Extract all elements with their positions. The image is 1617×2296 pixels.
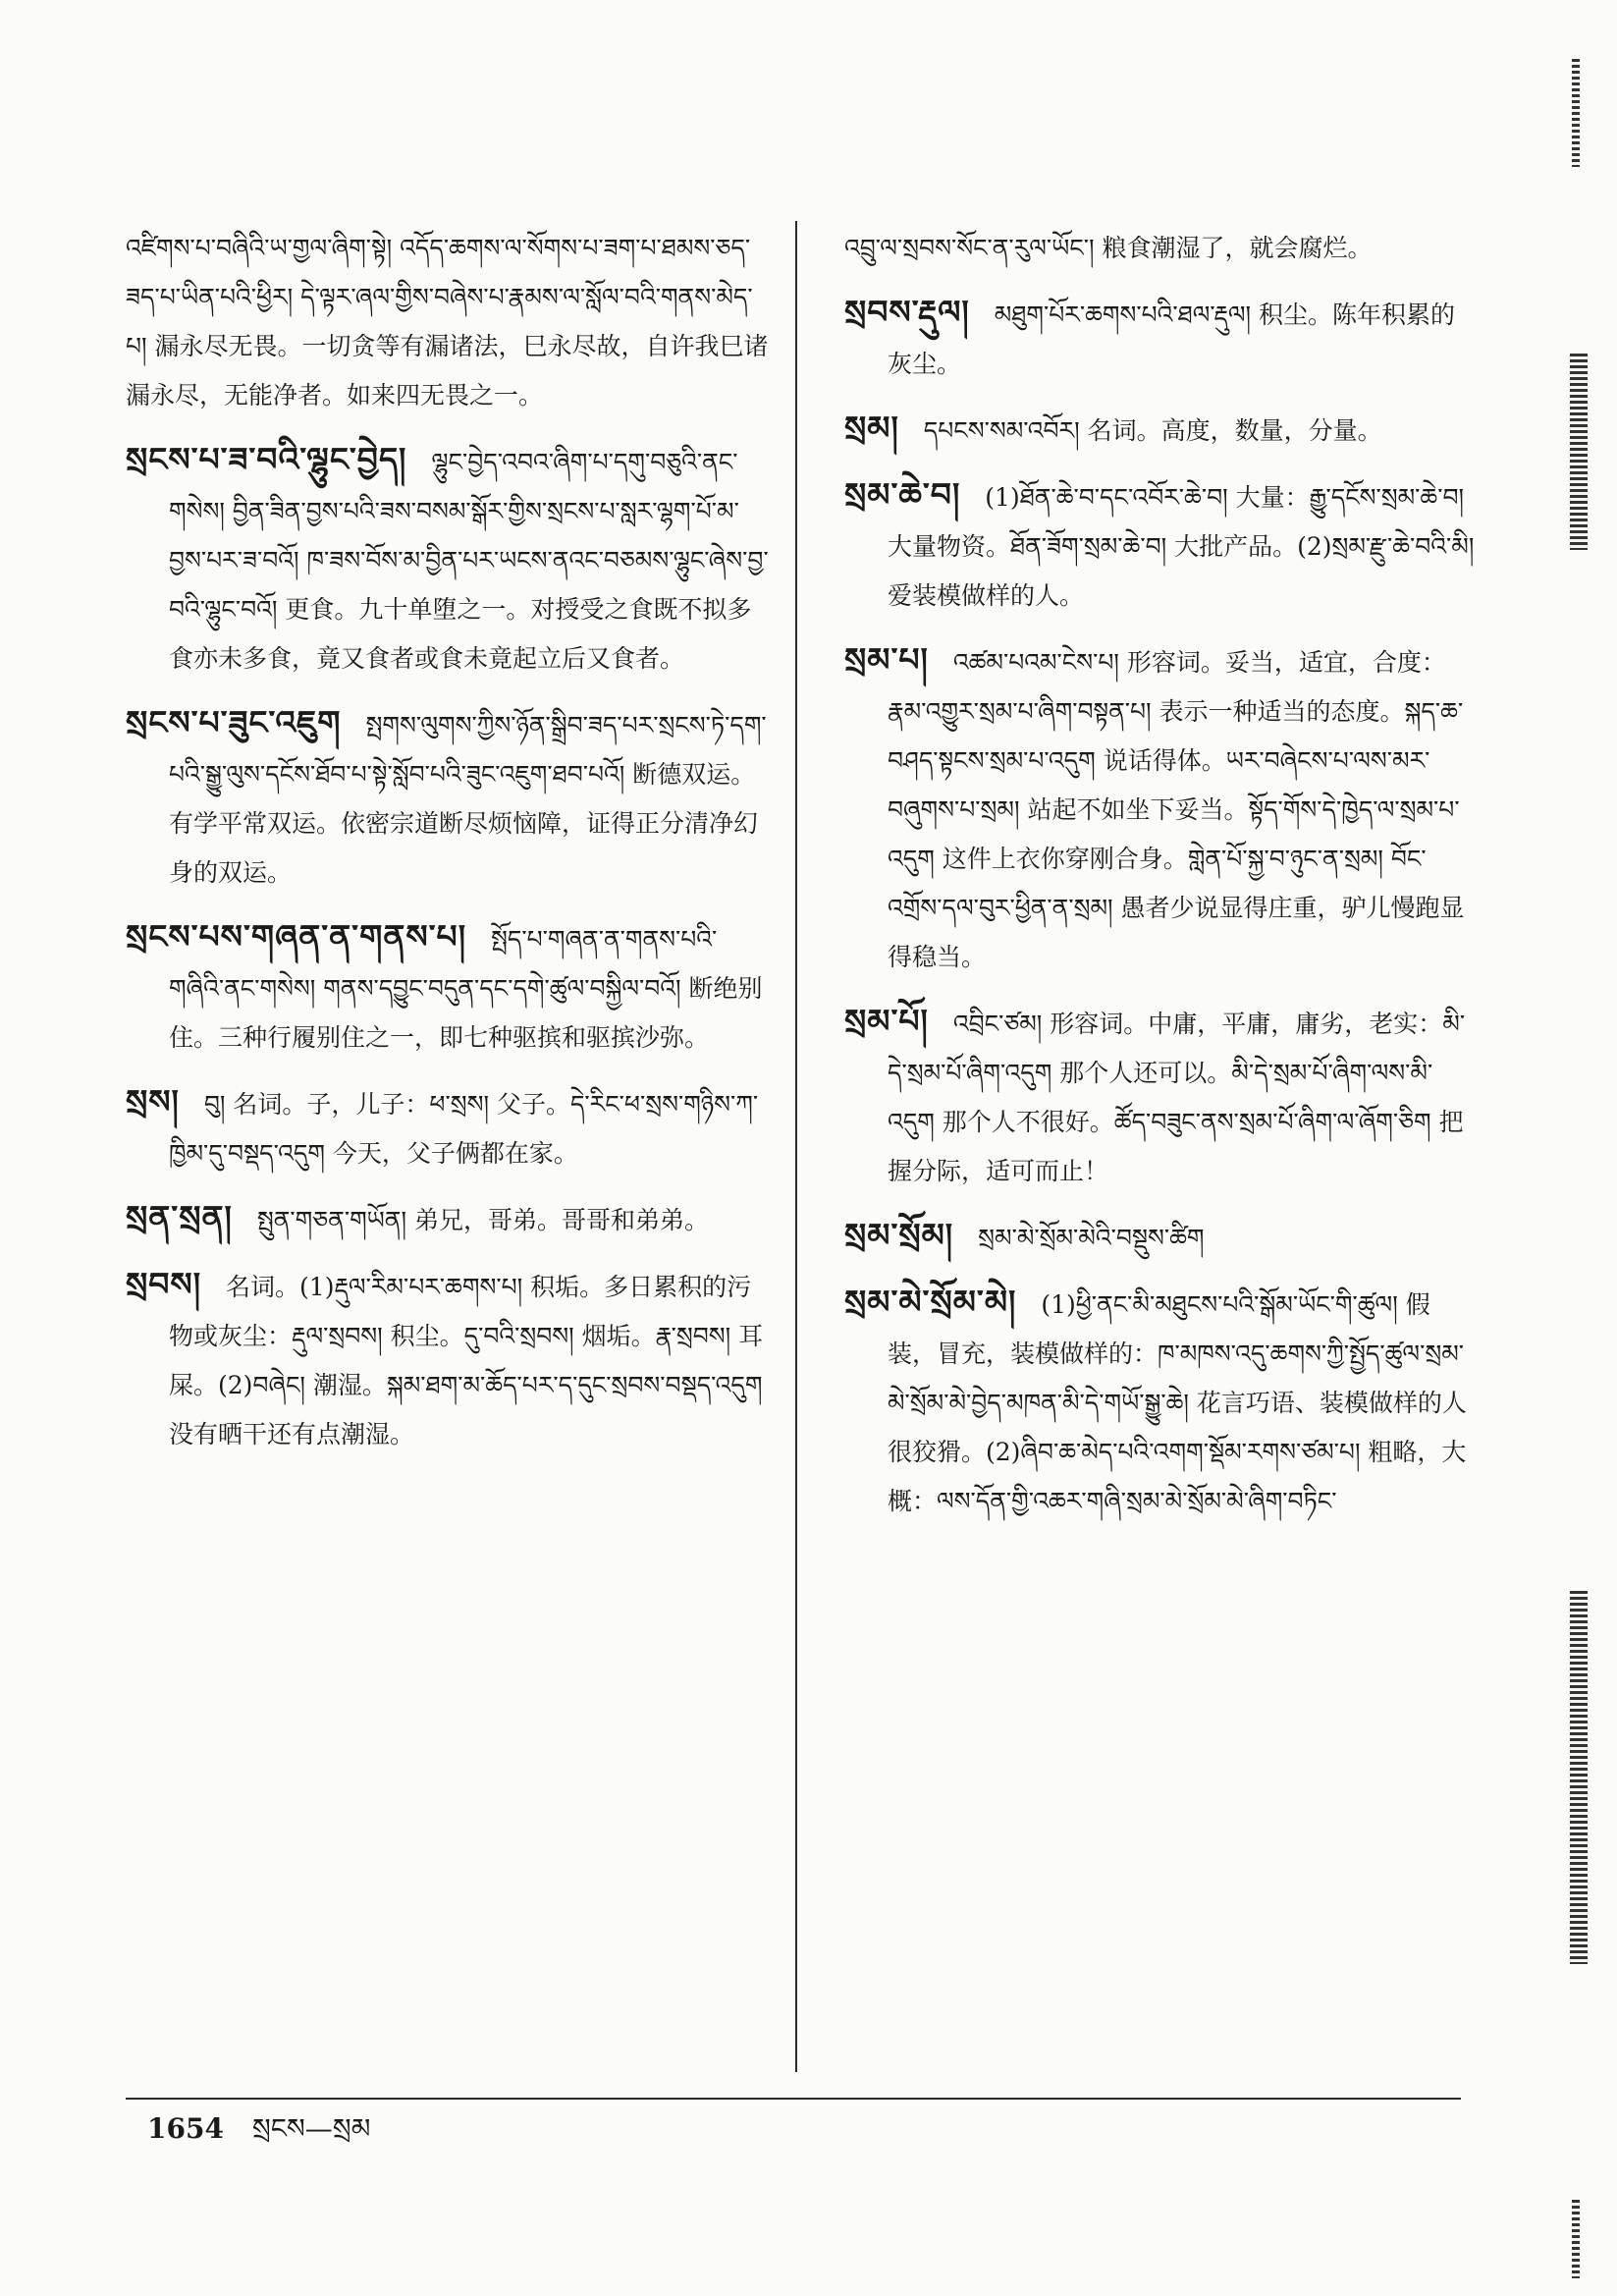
scan-margin-mark	[1570, 1591, 1588, 1964]
entry-definition: འབྲིང་ཙམ། 形容词。中庸，平庸，庸劣，老实：མི་དེ་སྲམ་པོ་ཞིག་འདུག 那个人还可以。མི་དེ་སྲམ་པོ་ཞིག་ལས་མི་འདུག 那个人不很好。ཚོད་བཟུང་ནས་སྲམ་པོ་ཞིག་ལ་ཞོག་ཅིག 把握分际，适可而止！	[888, 1010, 1466, 1185]
entry-definition: སྤོད་པ་གཞན་ན་གནས་པའི་གཞིའི་ནང་གསེས། གནས་དབྱུང་བདུན་དང་དགེ་ཚུལ་བསྐྱིལ་བའོ། 断绝别住。三种行履别住之一，即七种驱摈和驱摈沙弥。	[169, 925, 763, 1052]
page-footer	[147, 2109, 370, 2149]
entry-headword: སྲངས་པས་གཞན་ན་གནས་པ།	[126, 917, 467, 956]
entry-definition: (1)ཐོན་ཆེ་བ་དང་འབོར་ཆེ་བ། 大量：རྒྱུ་དངོས་སྲམ་ཆེ་བ། 大量物资。ཐོན་ཟོག་སྲམ་ཆེ་བ། 大批产品。(2)སྲམ་རྫུ་ཆེ་བའི་མི། 爱装模做样的人。	[888, 483, 1475, 610]
scan-margin-mark	[1570, 354, 1588, 550]
dictionary-entry	[844, 634, 1478, 982]
entry-headword: སྲམ་མེ་སྲོམ་མེ།	[844, 1283, 1017, 1321]
dictionary-entry	[126, 911, 769, 1063]
scan-margin-mark	[1572, 59, 1580, 167]
dictionary-entry	[126, 697, 769, 898]
dictionary-entry	[126, 1192, 769, 1245]
entry-definition: (1)ཕྱི་ནང་མི་མཐུངས་པའི་སྒོམ་ཡོང་གི་ཚུལ། 假装，冒充，装模做样的：ཁ་མཁས་འདུ་ཆགས་ཀྱི་སྤྱོད་ཚུལ་སྲམ་མེ་སྲོམ་མེ་བྱེད་མཁན་མི་དེ་གཡོ་སྒྱུ་ཆེ། 花言巧语、装模做样的人很狡猾。(2)ཞིབ་ཆ་མེད་པའི་འགག་སྡོམ་རགས་ཙམ་པ། 粗略，大概：ལས་དོན་གྱི་འཆར་གཞི་སྲམ་མེ་སྲོམ་མེ་ཞིག་བཏིང་	[888, 1290, 1467, 1515]
entry-definition: མཐུག་པོར་ཆགས་པའི་ཐལ་རྡུལ། 积尘。陈年积累的灰尘。	[888, 301, 1456, 378]
page-number: 1654	[147, 2112, 224, 2145]
dictionary-entry	[844, 1277, 1478, 1526]
entry-definition: འཚམ་པའམ་ངེས་པ། 形容词。妥当，适宜，合度：རྣམ་འགྱུར་སྲམ་པ་ཞིག་བསྟན་པ། 表示一种适当的态度。སྐད་ཆ་བཤད་སྟངས་སྲམ་པ་འདུག 说话得体。ཡར་བཞེངས་པ་ལས་མར་བཞུགས་པ་སྲམ། 站起不如坐下妥当。སྟོད་གོས་དེ་ཁྱེད་ལ་སྲམ་པ་འདུག 这件上衣你穿刚合身。གླེན་པོ་སྐྱ་བ་ཉུང་ན་སྲམ། བོང་འགྲོས་དལ་བུར་ཕྱིན་ན་སྲམ། 愚者少说显得庄重，驴儿慢跑显得稳当。	[888, 648, 1465, 971]
entry-definition: སྤགས་ལུགས་ཀྱིས་ཉོན་སྒྲིབ་ཟད་པར་སྲངས་ཏེ་དག་པའི་སྒྱུ་ལུས་དངོས་ཐོབ་པ་སྟེ་སློབ་པའི་ཟུང་འཇུག་ཐབ་པའོ། 断德双运。有学平常双运。依密宗道断尽烦恼障，证得正分清净幻身的双运。	[169, 711, 767, 887]
entry-headword: སྲམ།	[844, 409, 899, 447]
entry-headword: སྲས།	[126, 1082, 180, 1121]
column-divider	[795, 221, 797, 2072]
entry-headword: སྲམ་སྲོམ།	[844, 1216, 954, 1254]
dictionary-entry	[126, 1076, 769, 1178]
left-column	[126, 224, 769, 1473]
dictionary-entry	[844, 469, 1478, 621]
dictionary-entry	[844, 403, 1478, 456]
entry-definition: བུ། 名词。子，儿子：ཕ་སྲས། 父子。དེ་རིང་ཕ་སྲས་གཉིས་ཀ་ཁྱིམ་དུ་བསྡད་འདུག 今天，父子俩都在家。	[169, 1090, 759, 1168]
dictionary-entry	[844, 996, 1478, 1196]
dictionary-entry	[126, 434, 769, 683]
entry-definition: དཔངས་སམ་འབོར། 名词。高度，数量，分量。	[923, 416, 1382, 445]
entry-definition: 名词。(1)རྡུལ་རིམ་པར་ཆགས་པ། 积垢。多日累积的污物或灰尘：རྡུལ་སྲབས། 积尘。དུ་བའི་སྲབས། 烟垢。རྣ་སྲབས། 耳屎。(2)བཞེང། 潮湿。སྐམ་ཐག་མ་ཆོད་པར་ད་དུང་སྲབས་བསྡད་འདུག 没有晒干还有点潮湿。	[169, 1273, 764, 1449]
entry-headword: སྲམ་པོ།	[844, 1002, 929, 1040]
entry-definition: འབྲུ་ལ་སྲབས་སོང་ན་རུལ་ཡོང་། 粮食潮湿了，就会腐烂。	[844, 234, 1373, 262]
dictionary-entry	[126, 224, 769, 420]
entry-definition: སྲམ་མེ་སྲོམ་མེའི་བསྡུས་ཚིག	[978, 1224, 1205, 1252]
entry-headword: སྲབས།	[126, 1265, 202, 1303]
scan-margin-mark	[1572, 2200, 1580, 2278]
entry-headword: སྲངས་པ་ཟུང་འཇུག	[126, 703, 342, 741]
entry-headword: སྲབས་རྡུལ།	[844, 293, 970, 331]
page-range: སྲངས—སྲམ	[251, 2112, 371, 2145]
right-column	[844, 224, 1478, 1540]
footer-rule	[126, 2098, 1461, 2100]
dictionary-entry	[844, 1210, 1478, 1263]
entry-headword: སྲམ་པ།	[844, 640, 929, 679]
entry-headword: སྲངས་པ་ཟ་བའི་ལྷུང་བྱེད།	[126, 440, 407, 478]
entry-headword: སྲམ་ཆེ་བ།	[844, 475, 961, 514]
entry-definition: འཛིགས་པ་བཞིའི་ཡ་གྱལ་ཞིག་སྟེ། འདོད་ཆགས་ལ་སོགས་པ་ཟག་པ་ཐམས་ཅད་ཟད་པ་ཡིན་པའི་ཕྱིར། དེ་ལྟར་ཞལ་གྱིས་བཞེས་པ་རྣམས་ལ་སློལ་བའི་གནས་མེད་པ། 漏永尽无畏。一切贪等有漏诸法，巳永尽故，自许我巳诸漏永尽，无能净者。如来四无畏之一。	[126, 234, 769, 410]
dictionary-entry	[844, 287, 1478, 389]
dictionary-entry	[844, 224, 1478, 273]
entry-headword: སྲན་སྲན།	[126, 1198, 233, 1236]
entry-definition: སྤུན་གཅན་གཡོན། 弟兄，哥弟。哥哥和弟弟。	[256, 1206, 709, 1234]
entry-definition: ལྷུང་བྱེད་འབའ་ཞིག་པ་དགུ་བཅུའི་ནང་གསེས། བྱིན་ཟིན་བྱས་པའི་ཟས་བསམ་སྒོར་གྱིས་སྲངས་པ་སླར་ལྷག་པོ་མ་བྱས་པར་ཟ་བའོ། ཁ་ཟས་བོས་མ་བྱིན་པར་ཡངས་ནའང་བཅམས་ལྷུང་ཞེས་བྱ་བའི་ལྷུང་བའོ། 更食。九十单堕之一。对授受之食既不拟多食亦未多食，竟又食者或食未竟起立后又食者。	[169, 448, 769, 673]
dictionary-entry	[126, 1259, 769, 1459]
